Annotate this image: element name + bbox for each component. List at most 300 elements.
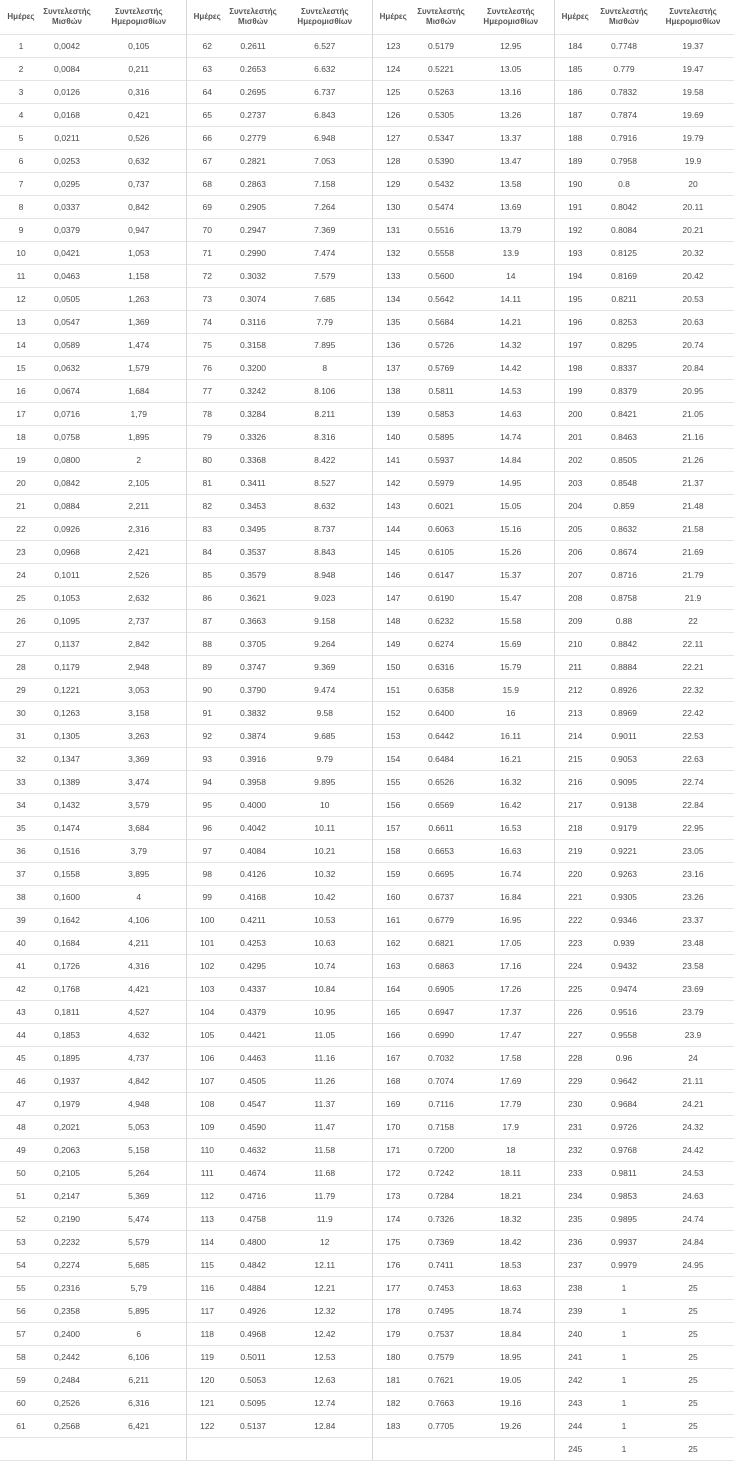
table-cell-days: 192 [554, 219, 596, 242]
table-cell-wage-coef: 0.2653 [228, 58, 278, 81]
table-row [0, 1139, 734, 1162]
table-cell-wage-coef: 0.6821 [414, 932, 468, 955]
table-cell-days: 132 [372, 242, 414, 265]
table-cell-daywage-coef: 13.9 [468, 242, 554, 265]
table-row [0, 311, 734, 334]
table-cell-daywage-coef: 16 [468, 702, 554, 725]
table-cell-days: 100 [186, 909, 228, 932]
table-cell-wage-coef: 0.4000 [228, 794, 278, 817]
table-cell-wage-coef: 0.8253 [596, 311, 652, 334]
table-cell-daywage-coef: 12.42 [278, 1323, 372, 1346]
table-row [0, 771, 734, 794]
table-cell-days: 198 [554, 357, 596, 380]
table-cell-daywage-coef: 17.69 [468, 1070, 554, 1093]
table-cell-daywage-coef: 12.63 [278, 1369, 372, 1392]
table-cell-wage-coef: 0.5474 [414, 196, 468, 219]
table-cell-days: 127 [372, 127, 414, 150]
table-row [0, 656, 734, 679]
table-row [0, 541, 734, 564]
table-cell-wage-coef: 0,1221 [42, 679, 92, 702]
table-cell-days: 224 [554, 955, 596, 978]
table-cell-daywage-coef: 4,316 [92, 955, 186, 978]
table-cell-wage-coef: 0.779 [596, 58, 652, 81]
table-cell-wage-coef: 0,0758 [42, 426, 92, 449]
table-cell-wage-coef: 0.3705 [228, 633, 278, 656]
table-cell-daywage-coef: 17.79 [468, 1093, 554, 1116]
table-row [0, 863, 734, 886]
table-cell-days: 110 [186, 1139, 228, 1162]
table-cell-daywage-coef: 8.843 [278, 541, 372, 564]
table-cell-days: 160 [372, 886, 414, 909]
table-cell-days: 158 [372, 840, 414, 863]
table-cell-days: 33 [0, 771, 42, 794]
table-cell-wage-coef: 0.9684 [596, 1093, 652, 1116]
table-cell-wage-coef: 0,2021 [42, 1116, 92, 1139]
table-cell-wage-coef: 0.6905 [414, 978, 468, 1001]
table-cell-daywage-coef: 4 [92, 886, 186, 909]
table-cell-daywage-coef: 0,842 [92, 196, 186, 219]
table-row [0, 978, 734, 1001]
table-cell-days: 163 [372, 955, 414, 978]
table-cell-daywage-coef: 2,421 [92, 541, 186, 564]
table-cell-wage-coef: 0.5726 [414, 334, 468, 357]
table-cell-wage-coef: 0,0042 [42, 35, 92, 58]
table-cell-days: 227 [554, 1024, 596, 1047]
header-days-4: Ημέρες [554, 0, 596, 35]
table-cell-days: 142 [372, 472, 414, 495]
table-cell-days: 121 [186, 1392, 228, 1415]
table-cell-wage-coef: 0.9346 [596, 909, 652, 932]
table-cell-wage-coef: 0.5979 [414, 472, 468, 495]
table-row [0, 1323, 734, 1346]
table-cell-wage-coef: 0,1432 [42, 794, 92, 817]
header-wage-coef-3: Συντελεστής Μισθών [417, 7, 465, 26]
table-cell-days: 187 [554, 104, 596, 127]
table-cell-daywage-coef: 19.37 [652, 35, 734, 58]
table-cell-daywage-coef: 1,474 [92, 334, 186, 357]
table-cell-days: 182 [372, 1392, 414, 1415]
table-cell-daywage-coef: 15.16 [468, 518, 554, 541]
table-cell-days: 68 [186, 173, 228, 196]
table-cell-days: 225 [554, 978, 596, 1001]
table-cell-days: 1 [0, 35, 42, 58]
header-wage-coef-2: Συντελεστής Μισθών [229, 7, 277, 26]
table-cell-daywage-coef: 8.527 [278, 472, 372, 495]
table-row [0, 794, 734, 817]
table-cell-days: 67 [186, 150, 228, 173]
table-cell-wage-coef: 0,1305 [42, 725, 92, 748]
table-cell-wage-coef: 0.5853 [414, 403, 468, 426]
table-cell-wage-coef: 0,0379 [42, 219, 92, 242]
table-cell-daywage-coef: 2,526 [92, 564, 186, 587]
table-row [0, 334, 734, 357]
table-cell-days: 134 [372, 288, 414, 311]
table-row [0, 1438, 734, 1461]
table-cell-daywage-coef: 19.47 [652, 58, 734, 81]
table-cell-daywage-coef: 21.16 [652, 426, 734, 449]
table-cell-wage-coef: 0.3790 [228, 679, 278, 702]
table-cell-days: 86 [186, 587, 228, 610]
table-cell-daywage-coef: 13.26 [468, 104, 554, 127]
table-cell-wage-coef: 0,2190 [42, 1208, 92, 1231]
table-cell-wage-coef: 0,0126 [42, 81, 92, 104]
table-cell-days: 51 [0, 1185, 42, 1208]
table-cell-days: 58 [0, 1346, 42, 1369]
table-cell-wage-coef: 0,0884 [42, 495, 92, 518]
table-cell-wage-coef: 0.7748 [596, 35, 652, 58]
table-cell-wage-coef: 0.3874 [228, 725, 278, 748]
table-cell-wage-coef: 0.9432 [596, 955, 652, 978]
table-cell-wage-coef: 0,0505 [42, 288, 92, 311]
table-cell-wage-coef: 0.3284 [228, 403, 278, 426]
table-cell-wage-coef: 0.7495 [414, 1300, 468, 1323]
table-cell-daywage-coef: 22.74 [652, 771, 734, 794]
table-cell-days: 18 [0, 426, 42, 449]
table-cell-wage-coef: 0,2063 [42, 1139, 92, 1162]
table-row [0, 1185, 734, 1208]
table-cell-daywage-coef: 23.48 [652, 932, 734, 955]
table-cell-wage-coef: 0.8 [596, 173, 652, 196]
table-cell-empty [0, 1438, 42, 1461]
table-cell-wage-coef: 0.939 [596, 932, 652, 955]
table-cell-daywage-coef: 7.895 [278, 334, 372, 357]
table-cell-wage-coef: 0.9853 [596, 1185, 652, 1208]
table-cell-wage-coef: 0,1600 [42, 886, 92, 909]
table-cell-wage-coef: 0.88 [596, 610, 652, 633]
table-cell-daywage-coef: 1,053 [92, 242, 186, 265]
table-cell-wage-coef: 0.7579 [414, 1346, 468, 1369]
table-cell-days: 42 [0, 978, 42, 1001]
table-cell-days: 222 [554, 909, 596, 932]
table-cell-wage-coef: 0.8042 [596, 196, 652, 219]
table-cell-days: 133 [372, 265, 414, 288]
table-cell-days: 61 [0, 1415, 42, 1438]
table-cell-wage-coef: 0.3832 [228, 702, 278, 725]
table-cell-wage-coef: 0.2905 [228, 196, 278, 219]
table-cell-daywage-coef: 5,895 [92, 1300, 186, 1323]
table-row [0, 35, 734, 58]
table-cell-daywage-coef: 2,737 [92, 610, 186, 633]
table-cell-wage-coef: 0.9726 [596, 1116, 652, 1139]
table-cell-daywage-coef: 23.26 [652, 886, 734, 909]
table-cell-daywage-coef: 20.42 [652, 265, 734, 288]
table-cell-empty [228, 1438, 278, 1461]
table-cell-days: 88 [186, 633, 228, 656]
table-cell-days: 92 [186, 725, 228, 748]
table-cell-wage-coef: 0,0968 [42, 541, 92, 564]
table-cell-days: 119 [186, 1346, 228, 1369]
table-cell-wage-coef: 0,2400 [42, 1323, 92, 1346]
table-cell-daywage-coef: 10.84 [278, 978, 372, 1001]
table-cell-wage-coef: 0.8926 [596, 679, 652, 702]
table-cell-wage-coef: 0,0716 [42, 403, 92, 426]
table-cell-daywage-coef: 4,842 [92, 1070, 186, 1093]
table-cell-wage-coef: 0,0800 [42, 449, 92, 472]
table-cell-daywage-coef: 14.84 [468, 449, 554, 472]
table-cell-wage-coef: 0.4842 [228, 1254, 278, 1277]
table-cell-wage-coef: 0.8842 [596, 633, 652, 656]
table-cell-daywage-coef: 15.47 [468, 587, 554, 610]
table-cell-daywage-coef: 15.26 [468, 541, 554, 564]
table-cell-daywage-coef: 0,316 [92, 81, 186, 104]
table-cell-days: 206 [554, 541, 596, 564]
table-cell-wage-coef: 0.4547 [228, 1093, 278, 1116]
table-cell-days: 231 [554, 1116, 596, 1139]
table-cell-empty [372, 1438, 414, 1461]
header-wage-coef-4: Συντελεστής Μισθών [600, 7, 648, 26]
table-cell-wage-coef: 0.5095 [228, 1392, 278, 1415]
table-cell-days: 11 [0, 265, 42, 288]
table-cell-daywage-coef: 4,632 [92, 1024, 186, 1047]
table-row [0, 633, 734, 656]
table-cell-days: 193 [554, 242, 596, 265]
table-cell-daywage-coef: 18.11 [468, 1162, 554, 1185]
table-cell-daywage-coef: 16.42 [468, 794, 554, 817]
table-cell-wage-coef: 0.8084 [596, 219, 652, 242]
table-cell-daywage-coef: 14.95 [468, 472, 554, 495]
table-cell-daywage-coef: 2,316 [92, 518, 186, 541]
header-daywage-coef-2: Συντελεστής Ημερομισθίων [297, 7, 353, 26]
table-cell-daywage-coef: 2,632 [92, 587, 186, 610]
table-cell-days: 226 [554, 1001, 596, 1024]
table-cell-days: 135 [372, 311, 414, 334]
table-cell-daywage-coef: 4,106 [92, 909, 186, 932]
table-row [0, 403, 734, 426]
table-cell-wage-coef: 0.3747 [228, 656, 278, 679]
table-cell-daywage-coef: 24.32 [652, 1116, 734, 1139]
table-cell-wage-coef: 0.5558 [414, 242, 468, 265]
table-cell-wage-coef: 0,0253 [42, 150, 92, 173]
table-cell-wage-coef: 0.9305 [596, 886, 652, 909]
table-cell-wage-coef: 0.4505 [228, 1070, 278, 1093]
table-cell-empty [42, 1438, 92, 1461]
table-cell-days: 113 [186, 1208, 228, 1231]
table-cell-wage-coef: 0,0421 [42, 242, 92, 265]
table-cell-wage-coef: 0.6779 [414, 909, 468, 932]
table-cell-days: 85 [186, 564, 228, 587]
table-cell-daywage-coef: 6.632 [278, 58, 372, 81]
table-cell-daywage-coef: 15.79 [468, 656, 554, 679]
table-cell-days: 170 [372, 1116, 414, 1139]
table-cell-days: 94 [186, 771, 228, 794]
table-cell-days: 106 [186, 1047, 228, 1070]
table-cell-daywage-coef: 17.05 [468, 932, 554, 955]
table-cell-daywage-coef: 24 [652, 1047, 734, 1070]
table-cell-days: 89 [186, 656, 228, 679]
table-cell-days: 140 [372, 426, 414, 449]
table-cell-wage-coef: 0.7663 [414, 1392, 468, 1415]
table-cell-days: 205 [554, 518, 596, 541]
table-cell-days: 12 [0, 288, 42, 311]
table-cell-days: 19 [0, 449, 42, 472]
table-cell-wage-coef: 0.6400 [414, 702, 468, 725]
table-cell-wage-coef: 0.3032 [228, 265, 278, 288]
table-cell-daywage-coef: 0,105 [92, 35, 186, 58]
table-cell-daywage-coef: 23.05 [652, 840, 734, 863]
table-cell-wage-coef: 0.3074 [228, 288, 278, 311]
table-cell-wage-coef: 0.4253 [228, 932, 278, 955]
table-cell-wage-coef: 0.5684 [414, 311, 468, 334]
table-cell-daywage-coef: 22.11 [652, 633, 734, 656]
table-cell-wage-coef: 0.6611 [414, 817, 468, 840]
table-cell-days: 105 [186, 1024, 228, 1047]
table-cell-wage-coef: 0.8169 [596, 265, 652, 288]
table-cell-daywage-coef: 23.69 [652, 978, 734, 1001]
table-cell-wage-coef: 0.7453 [414, 1277, 468, 1300]
table-cell-wage-coef: 0.8379 [596, 380, 652, 403]
table-cell-days: 116 [186, 1277, 228, 1300]
table-cell-wage-coef: 0.3663 [228, 610, 278, 633]
table-cell-days: 238 [554, 1277, 596, 1300]
table-cell-days: 24 [0, 564, 42, 587]
table-cell-daywage-coef: 4,527 [92, 1001, 186, 1024]
table-row [0, 472, 734, 495]
table-cell-daywage-coef: 6,316 [92, 1392, 186, 1415]
table-cell-days: 10 [0, 242, 42, 265]
table-cell-days: 81 [186, 472, 228, 495]
table-cell-daywage-coef: 11.47 [278, 1116, 372, 1139]
table-cell-wage-coef: 0,0926 [42, 518, 92, 541]
table-cell-daywage-coef: 18.63 [468, 1277, 554, 1300]
table-cell-daywage-coef: 24.53 [652, 1162, 734, 1185]
table-cell-daywage-coef: 5,158 [92, 1139, 186, 1162]
table-cell-daywage-coef: 10.11 [278, 817, 372, 840]
table-body [0, 35, 734, 1461]
table-cell-wage-coef: 0.2821 [228, 150, 278, 173]
table-cell-wage-coef: 0.6569 [414, 794, 468, 817]
table-cell-days: 167 [372, 1047, 414, 1070]
table-cell-daywage-coef: 16.21 [468, 748, 554, 771]
table-cell-wage-coef: 0,0084 [42, 58, 92, 81]
table-cell-wage-coef: 0.9516 [596, 1001, 652, 1024]
table-cell-daywage-coef: 1,684 [92, 380, 186, 403]
table-cell-wage-coef: 0,1179 [42, 656, 92, 679]
table-cell-wage-coef: 0,1937 [42, 1070, 92, 1093]
table-cell-daywage-coef: 3,895 [92, 863, 186, 886]
table-cell-days: 150 [372, 656, 414, 679]
table-cell-wage-coef: 0.4126 [228, 863, 278, 886]
table-cell-daywage-coef: 3,579 [92, 794, 186, 817]
table-cell-daywage-coef: 8.632 [278, 495, 372, 518]
table-cell-daywage-coef: 25 [652, 1369, 734, 1392]
table-cell-daywage-coef: 17.26 [468, 978, 554, 1001]
table-cell-wage-coef: 0.9895 [596, 1208, 652, 1231]
table-cell-wage-coef: 0,1474 [42, 817, 92, 840]
table-cell-days: 204 [554, 495, 596, 518]
table-cell-days: 32 [0, 748, 42, 771]
table-cell-days: 234 [554, 1185, 596, 1208]
table-cell-wage-coef: 0,2526 [42, 1392, 92, 1415]
table-cell-days: 25 [0, 587, 42, 610]
table-cell-days: 223 [554, 932, 596, 955]
table-cell-daywage-coef: 23.16 [652, 863, 734, 886]
table-cell-daywage-coef: 21.26 [652, 449, 734, 472]
table-cell-days: 6 [0, 150, 42, 173]
table-cell-daywage-coef: 13.79 [468, 219, 554, 242]
table-cell-wage-coef: 0.4379 [228, 1001, 278, 1024]
table-cell-wage-coef: 0.96 [596, 1047, 652, 1070]
table-cell-wage-coef: 0.8295 [596, 334, 652, 357]
table-cell-daywage-coef: 18.21 [468, 1185, 554, 1208]
table-cell-wage-coef: 0,1811 [42, 1001, 92, 1024]
table-cell-days: 188 [554, 127, 596, 150]
table-cell-daywage-coef: 23.58 [652, 955, 734, 978]
table-cell-daywage-coef: 20.74 [652, 334, 734, 357]
table-cell-wage-coef: 1 [596, 1369, 652, 1392]
table-cell-days: 240 [554, 1323, 596, 1346]
table-cell-days: 180 [372, 1346, 414, 1369]
table-cell-days: 123 [372, 35, 414, 58]
table-cell-wage-coef: 0.6021 [414, 495, 468, 518]
table-cell-daywage-coef: 5,579 [92, 1231, 186, 1254]
table-cell-daywage-coef: 9.474 [278, 679, 372, 702]
table-cell-daywage-coef: 15.9 [468, 679, 554, 702]
table-cell-wage-coef: 0.6737 [414, 886, 468, 909]
table-cell-daywage-coef: 15.69 [468, 633, 554, 656]
table-cell-daywage-coef: 6 [92, 1323, 186, 1346]
table-cell-days: 28 [0, 656, 42, 679]
table-cell-wage-coef: 0.8125 [596, 242, 652, 265]
table-cell-days: 196 [554, 311, 596, 334]
table-cell-wage-coef: 0.7200 [414, 1139, 468, 1162]
table-cell-daywage-coef: 9.79 [278, 748, 372, 771]
table-cell-daywage-coef: 21.9 [652, 587, 734, 610]
table-row [0, 1093, 734, 1116]
table-cell-wage-coef: 0.8548 [596, 472, 652, 495]
table-cell-daywage-coef: 21.58 [652, 518, 734, 541]
table-cell-daywage-coef: 7.369 [278, 219, 372, 242]
table-cell-days: 16 [0, 380, 42, 403]
table-cell-daywage-coef: 11.9 [278, 1208, 372, 1231]
table-row [0, 1047, 734, 1070]
table-cell-daywage-coef: 19.9 [652, 150, 734, 173]
header-wage-coef-1: Συντελεστής Μισθών [43, 7, 91, 26]
table-cell-wage-coef: 0.6653 [414, 840, 468, 863]
header-daywage-coef-3: Συντελεστής Ημερομισθίων [483, 7, 539, 26]
table-cell-days: 79 [186, 426, 228, 449]
table-cell-days: 209 [554, 610, 596, 633]
table-cell-days: 168 [372, 1070, 414, 1093]
table-cell-daywage-coef: 0,421 [92, 104, 186, 127]
table-cell-days: 189 [554, 150, 596, 173]
table-cell-days: 165 [372, 1001, 414, 1024]
table-cell-wage-coef: 0.6316 [414, 656, 468, 679]
table-cell-daywage-coef: 3,79 [92, 840, 186, 863]
table-cell-daywage-coef: 18.42 [468, 1231, 554, 1254]
table-cell-daywage-coef: 18.84 [468, 1323, 554, 1346]
table-cell-wage-coef: 0.7916 [596, 127, 652, 150]
table-cell-days: 108 [186, 1093, 228, 1116]
table-cell-daywage-coef: 13.47 [468, 150, 554, 173]
table-cell-daywage-coef: 17.9 [468, 1116, 554, 1139]
table-cell-days: 245 [554, 1438, 596, 1461]
table-cell-daywage-coef: 24.74 [652, 1208, 734, 1231]
table-cell-days: 71 [186, 242, 228, 265]
table-cell-daywage-coef: 7.264 [278, 196, 372, 219]
table-cell-days: 15 [0, 357, 42, 380]
table-cell-daywage-coef: 17.47 [468, 1024, 554, 1047]
table-cell-daywage-coef: 16.84 [468, 886, 554, 909]
table-cell-days: 178 [372, 1300, 414, 1323]
table-cell-wage-coef: 0.2779 [228, 127, 278, 150]
table-cell-wage-coef: 0.3242 [228, 380, 278, 403]
table-row [0, 886, 734, 909]
table-cell-days: 138 [372, 380, 414, 403]
table-cell-days: 90 [186, 679, 228, 702]
table-cell-wage-coef: 0.7537 [414, 1323, 468, 1346]
table-cell-days: 200 [554, 403, 596, 426]
table-cell-days: 208 [554, 587, 596, 610]
